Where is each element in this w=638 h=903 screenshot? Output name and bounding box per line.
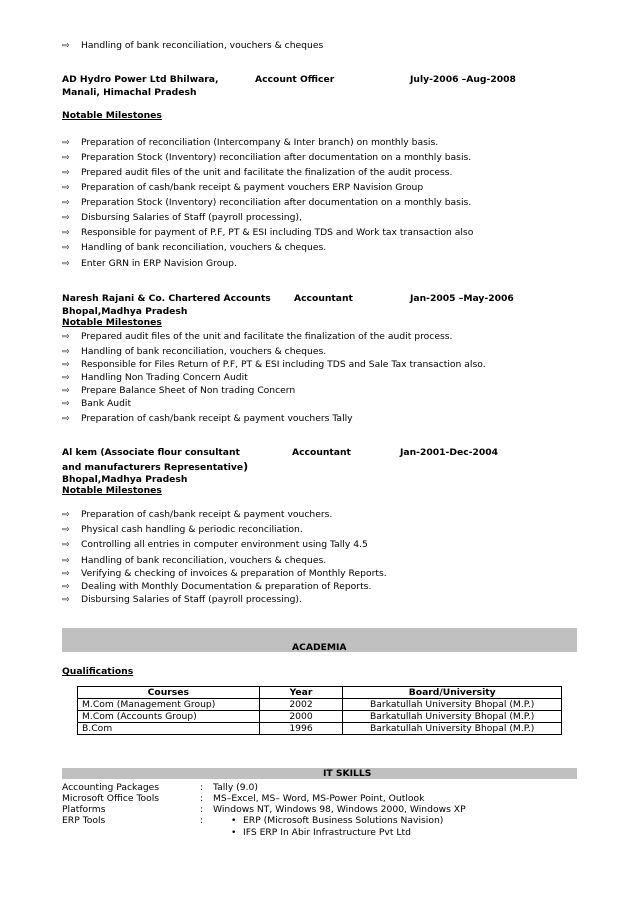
item-text: Bank Audit <box>81 398 132 409</box>
job-role: Accountant <box>292 447 351 458</box>
list-item <box>62 227 473 238</box>
item-text: Physical cash handling & periodic reconciliation. <box>81 524 303 535</box>
item-text: Enter GRN in ERP Navision Group. <box>81 258 237 269</box>
skill-label: Microsoft Office Tools <box>62 793 160 804</box>
arrow-icon: ⇨ <box>62 153 70 163</box>
item-text: Preparation of cash/bank receipt & payment vouchers ERP Navision Group <box>81 182 424 193</box>
job-role: Account Officer <box>255 74 335 85</box>
list-item <box>62 167 452 178</box>
skill-colon: : <box>200 815 204 826</box>
skill-value: Windows NT, Windows 98, Windows 2000, Windows XP <box>213 804 466 815</box>
arrow-icon: ⇨ <box>62 168 70 178</box>
item-text: Prepared audit files of the unit and facilitate the finalization of the audit process. <box>81 167 453 178</box>
arrow-icon: ⇨ <box>62 198 70 208</box>
item-text: Controlling all entries in computer environment using Tally 4.5 <box>81 539 368 550</box>
list-item <box>62 258 237 269</box>
list-item <box>62 555 326 566</box>
list-item <box>62 385 295 396</box>
company-name: Al kem (Associate flour consultant <box>62 447 240 458</box>
list-item <box>62 346 326 357</box>
list-item <box>62 568 387 579</box>
list-item <box>62 581 371 592</box>
arrow-icon: ⇨ <box>62 373 70 383</box>
list-item <box>62 242 326 253</box>
table-cell: Barkatullah University Bhopal (M.P.) <box>343 723 562 735</box>
erp-item-text: ERP (Microsoft Business Solutions Navision) <box>243 815 444 826</box>
company-name: Naresh Rajani & Co. Chartered Accounts <box>62 293 271 304</box>
list-item <box>62 594 302 605</box>
milestones-heading: Notable Milestones <box>62 485 162 496</box>
table-cell: B.Com <box>78 723 260 735</box>
item-text: Dealing with Monthly Documentation & preparation of Reports. <box>81 581 372 592</box>
closing-paren: ) <box>243 460 249 473</box>
section-heading: ACADEMIA <box>292 642 347 653</box>
arrow-icon: ⇨ <box>62 183 70 193</box>
section-heading: IT SKILLS <box>323 768 372 779</box>
item-text: Handling of bank reconciliation, vouchers & cheques. <box>81 555 327 566</box>
list-item <box>62 212 302 223</box>
list-item <box>62 539 368 550</box>
item-text: Verifying & checking of invoices & preparation of Monthly Reports. <box>81 568 387 579</box>
table-header-row <box>78 687 562 699</box>
skill-colon: : <box>200 782 204 793</box>
company-location: Bhopal,Madhya Pradesh <box>62 474 188 485</box>
table-row <box>78 711 562 723</box>
bullet-icon: • <box>231 815 237 826</box>
job-role: Accountant <box>294 293 353 304</box>
list-item <box>62 524 303 535</box>
table-cell: 1996 <box>259 723 343 735</box>
arrow-icon: ⇨ <box>62 213 70 223</box>
table-row <box>78 699 562 711</box>
qualifications-heading: Qualifications <box>62 666 134 677</box>
list-item <box>62 359 486 370</box>
list-item <box>62 197 471 208</box>
list-item <box>62 152 471 163</box>
erp-item-text: IFS ERP In Abir Infrastructure Pvt Ltd <box>243 827 411 838</box>
milestones-heading: Notable Milestones <box>62 110 162 121</box>
table-cell: 2000 <box>259 711 343 723</box>
company-type <box>62 460 248 473</box>
item-text: Disbursing Salaries of Staff (payroll processing), <box>81 212 302 223</box>
table-cell: M.Com (Management Group) <box>78 699 260 711</box>
item-text: Disbursing Salaries of Staff (payroll processing). <box>81 594 302 605</box>
item-text: Handling Non Trading Concern Audit <box>81 372 248 383</box>
arrow-icon: ⇨ <box>62 41 70 51</box>
item-text: Responsible for payment of P.F, PT & ESI including TDS and Work tax transaction also <box>81 227 474 238</box>
arrow-icon: ⇨ <box>62 399 70 409</box>
item-text: Preparation of cash/bank receipt & payment vouchers Tally <box>81 413 353 424</box>
item-text: Preparation of reconciliation (Intercompany & Inter branch) on monthly basis. <box>81 137 439 148</box>
arrow-icon: ⇨ <box>62 556 70 566</box>
company-location: Bhopal,Madhya Pradesh <box>62 306 188 317</box>
item-text: Handling of bank reconciliation, vouchers & cheques. <box>81 346 327 357</box>
arrow-icon: ⇨ <box>62 582 70 592</box>
company-name: AD Hydro Power Ltd Bhilwara, <box>62 74 219 85</box>
arrow-icon: ⇨ <box>62 259 70 269</box>
skill-label: Platforms <box>62 804 106 815</box>
item-text: Prepare Balance Sheet of Non trading Concern <box>81 385 296 396</box>
item-text: Preparation Stock (Inventory) reconciliation after documentation on a monthly basis. <box>81 152 472 163</box>
list-item <box>62 372 248 383</box>
job-period: Jan-2001-Dec-2004 <box>400 447 499 458</box>
arrow-icon: ⇨ <box>62 347 70 357</box>
arrow-icon: ⇨ <box>62 569 70 579</box>
skill-value: MS–Excel, MS– Word, MS-Power Point, Outlook <box>213 793 425 804</box>
arrow-icon: ⇨ <box>62 386 70 396</box>
skill-value: Tally (9.0) <box>213 782 258 793</box>
skill-label: Accounting Packages <box>62 782 160 793</box>
list-item <box>62 398 131 409</box>
table-cell: Barkatullah University Bhopal (M.P.) <box>343 711 562 723</box>
arrow-icon: ⇨ <box>62 360 70 370</box>
list-item <box>62 413 353 424</box>
skill-colon: : <box>200 793 204 804</box>
list-item <box>62 509 332 520</box>
arrow-icon: ⇨ <box>62 510 70 520</box>
item-text: Preparation of cash/bank receipt & payment vouchers. <box>81 509 333 520</box>
column-header: Year <box>259 687 343 699</box>
job-period: Jan-2005 –May-2006 <box>410 293 514 304</box>
table-cell: 2002 <box>259 699 343 711</box>
item-text: Handling of bank reconciliation, vouchers & cheques. <box>81 242 327 253</box>
arrow-icon: ⇨ <box>62 228 70 238</box>
milestones-heading: Notable Milestones <box>62 317 162 328</box>
column-header: Board/University <box>343 687 562 699</box>
table-cell: Barkatullah University Bhopal (M.P.) <box>343 699 562 711</box>
erp-item <box>231 827 411 838</box>
item-text: Handling of bank reconciliation, vouchers & cheques <box>81 40 324 51</box>
list-item <box>62 331 452 342</box>
arrow-icon: ⇨ <box>62 332 70 342</box>
it-skills-band <box>62 768 577 779</box>
arrow-icon: ⇨ <box>62 540 70 550</box>
skill-colon: : <box>200 804 204 815</box>
column-header: Courses <box>78 687 260 699</box>
company-location: Manali, Himachal Pradesh <box>62 87 197 98</box>
item-text: Preparation Stock (Inventory) reconciliation after documentation on a monthly basis. <box>81 197 472 208</box>
company-type-text: and manufacturers Representative <box>62 462 244 473</box>
list-item <box>62 182 423 193</box>
skill-label: ERP Tools <box>62 815 106 826</box>
arrow-icon: ⇨ <box>62 138 70 148</box>
job-period: July-2006 –Aug-2008 <box>410 74 516 85</box>
list-item <box>62 137 438 148</box>
item-text: Responsible for Files Return of P.F, PT & ESI including TDS and Sale Tax transaction also. <box>81 359 486 370</box>
table-cell: M.Com (Accounts Group) <box>78 711 260 723</box>
qualifications-table <box>77 686 562 735</box>
arrow-icon: ⇨ <box>62 414 70 424</box>
arrow-icon: ⇨ <box>62 243 70 253</box>
bullet-icon: • <box>231 827 237 838</box>
item-text: Prepared audit files of the unit and facilitate the finalization of the audit process. <box>81 331 453 342</box>
table-row <box>78 723 562 735</box>
arrow-icon: ⇨ <box>62 595 70 605</box>
arrow-icon: ⇨ <box>62 525 70 535</box>
erp-item <box>231 815 443 826</box>
list-item <box>62 40 323 51</box>
